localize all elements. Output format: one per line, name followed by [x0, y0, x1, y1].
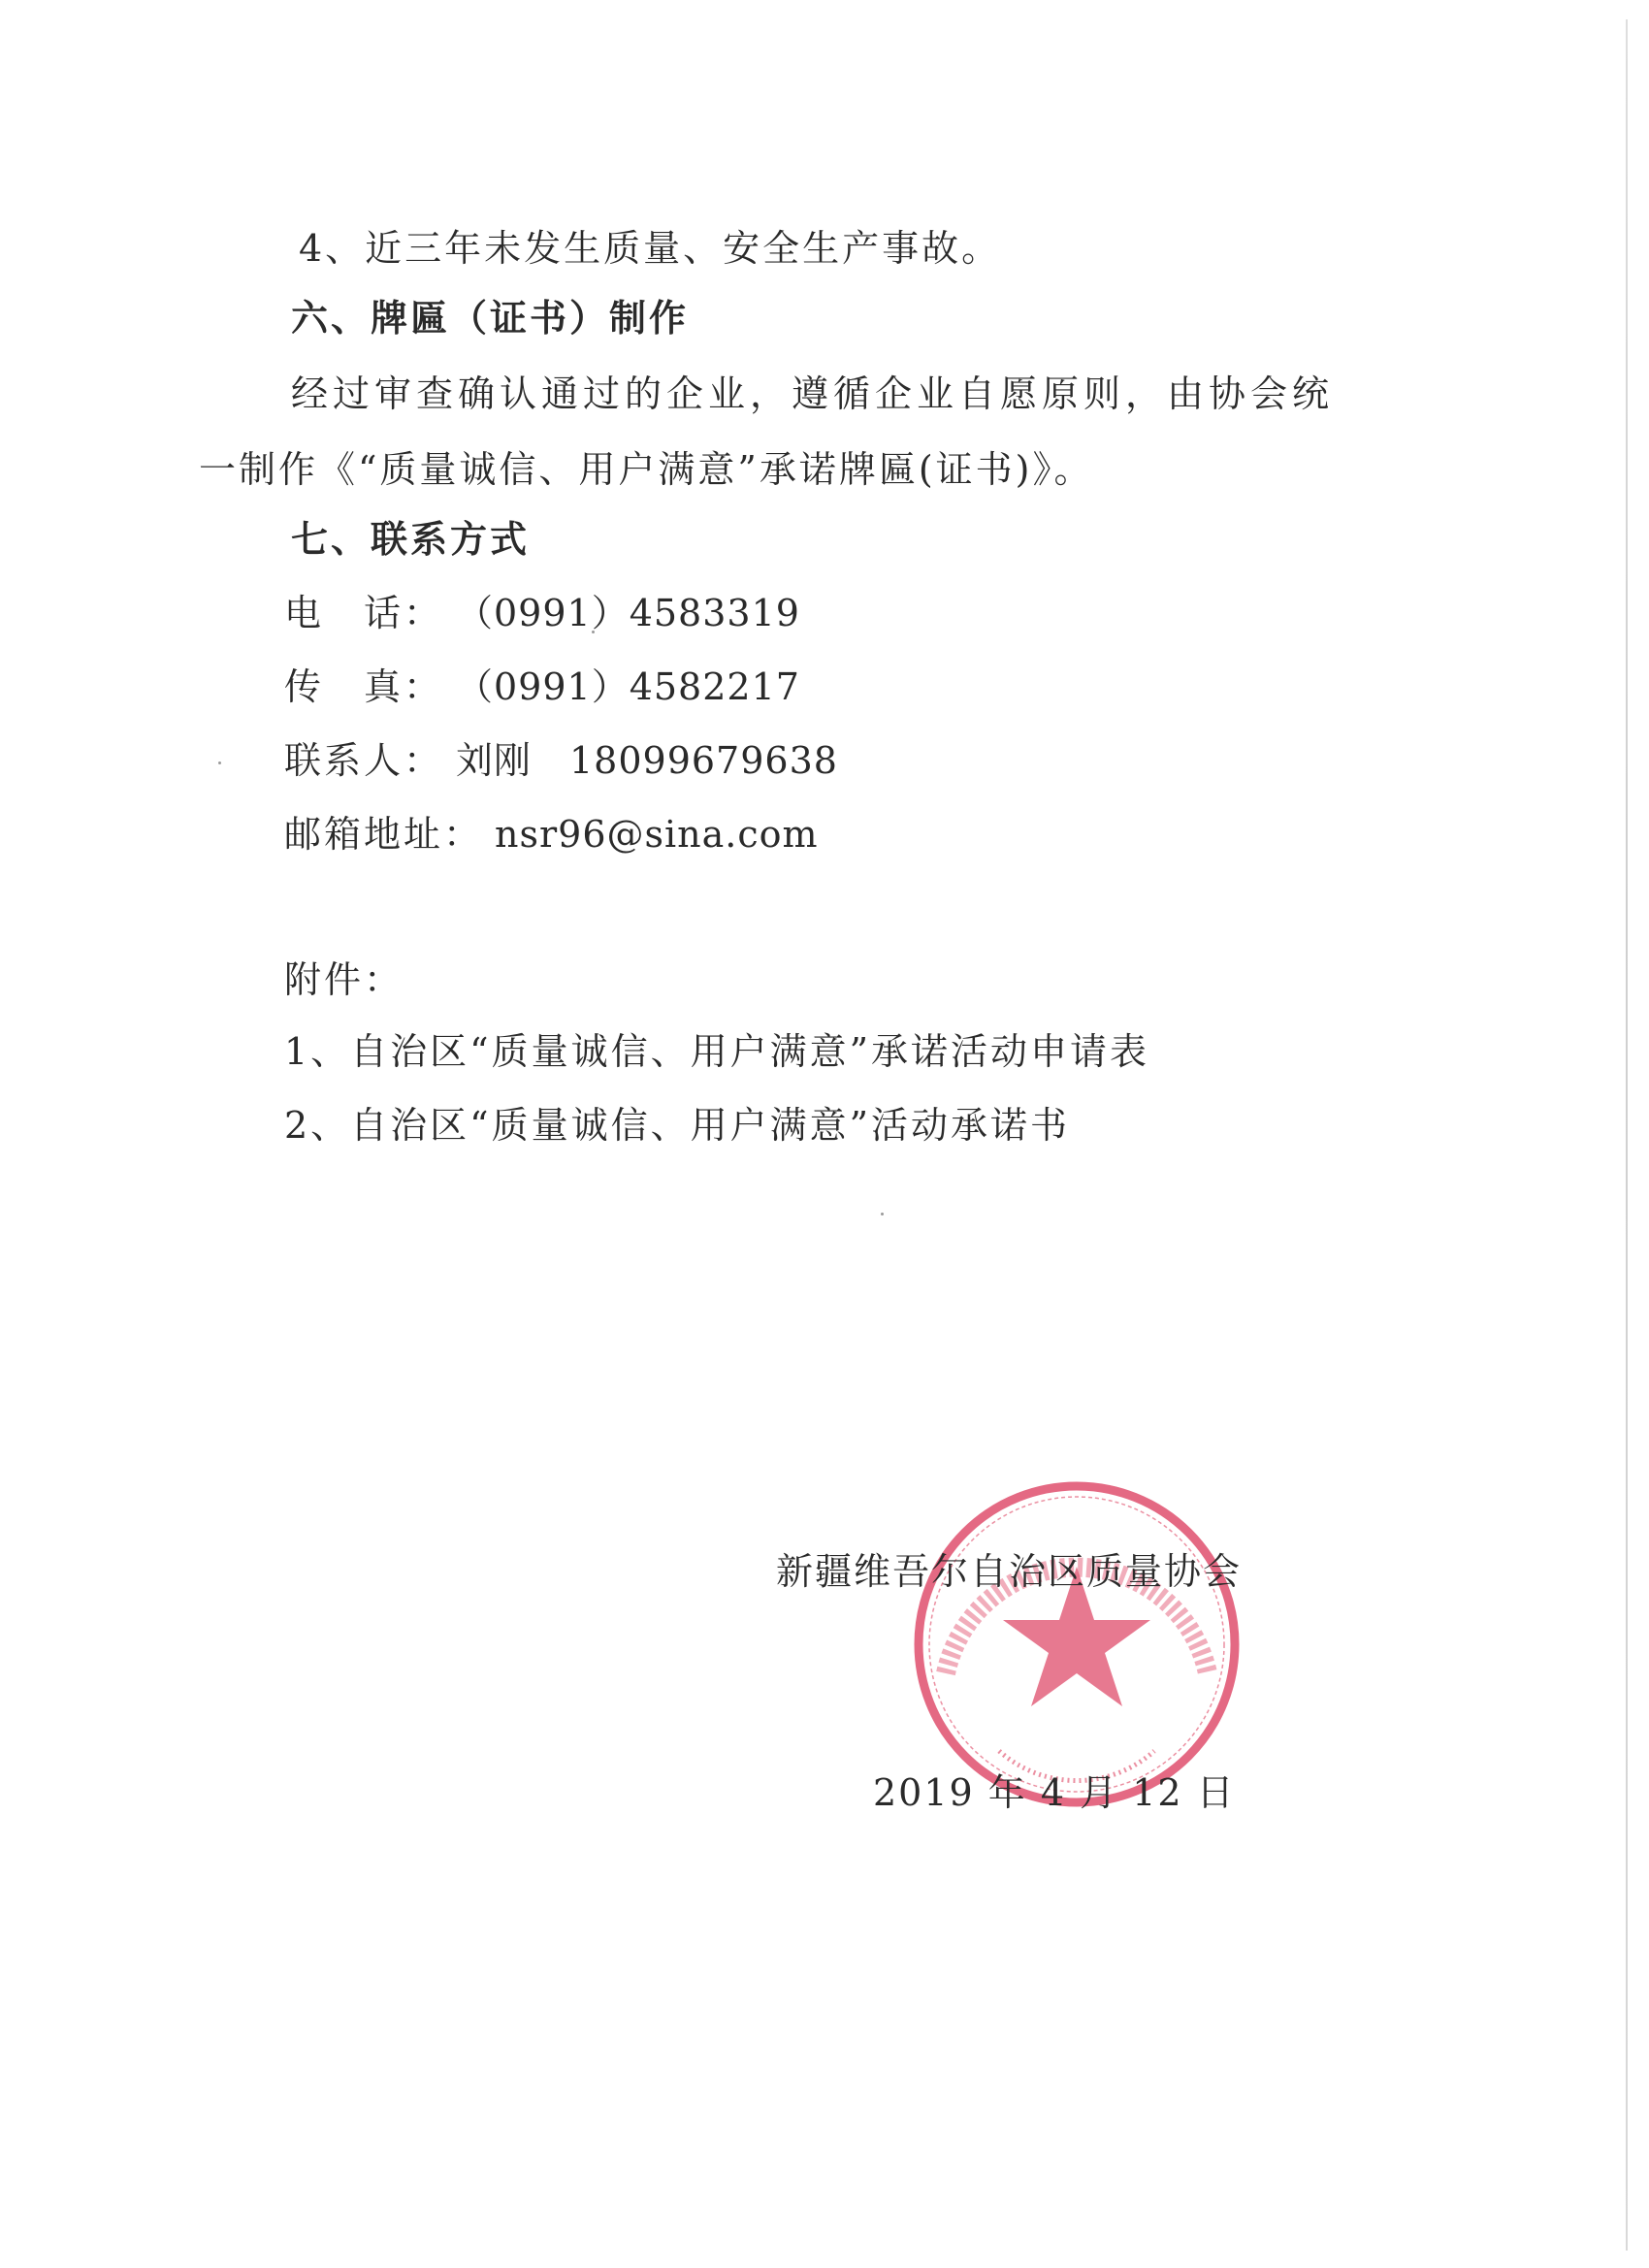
contact-person-value: 刘刚 18099679638	[456, 739, 838, 782]
issuer-name: 新疆维吾尔自治区质量协会	[776, 1550, 1243, 1593]
contact-fax-label: 传 真：	[284, 665, 444, 708]
attachment-item-2: 2、自治区“质量诚信、用户满意”活动承诺书	[284, 1104, 1071, 1147]
section-6-heading: 六、牌匾（证书）制作	[291, 297, 690, 340]
seal-graphic	[919, 1486, 1235, 1802]
attachments-heading: 附件：	[284, 958, 404, 1001]
contact-email-value: nsr96@sina.com	[495, 813, 819, 856]
section-6-paragraph-line-1: 经过审查确认通过的企业，遵循企业自愿原则，由协会统	[291, 373, 1335, 415]
contact-phone-label: 电 话：	[284, 592, 444, 634]
scan-speck	[881, 1213, 884, 1215]
official-seal	[907, 1474, 1246, 1814]
contact-phone-value: （0991）4583319	[456, 592, 800, 634]
page-edge-shadow	[1626, 19, 1628, 2251]
contact-fax-value: （0991）4582217	[456, 665, 800, 708]
contact-person-label: 联系人：	[284, 739, 444, 782]
section-7-heading: 七、联系方式	[291, 518, 531, 561]
item-4-text: 4、近三年未发生质量、安全生产事故。	[299, 227, 1002, 270]
attachment-item-1: 1、自治区“质量诚信、用户满意”承诺活动申请表	[284, 1030, 1150, 1073]
scan-speck	[218, 761, 221, 764]
contact-email-label: 邮箱地址：	[284, 813, 484, 856]
issue-date: 2019 年 4 月 12 日	[873, 1771, 1236, 1814]
section-6-paragraph-line-2: 一制作《“质量诚信、用户满意”承诺牌匾(证书)》。	[199, 448, 1094, 491]
